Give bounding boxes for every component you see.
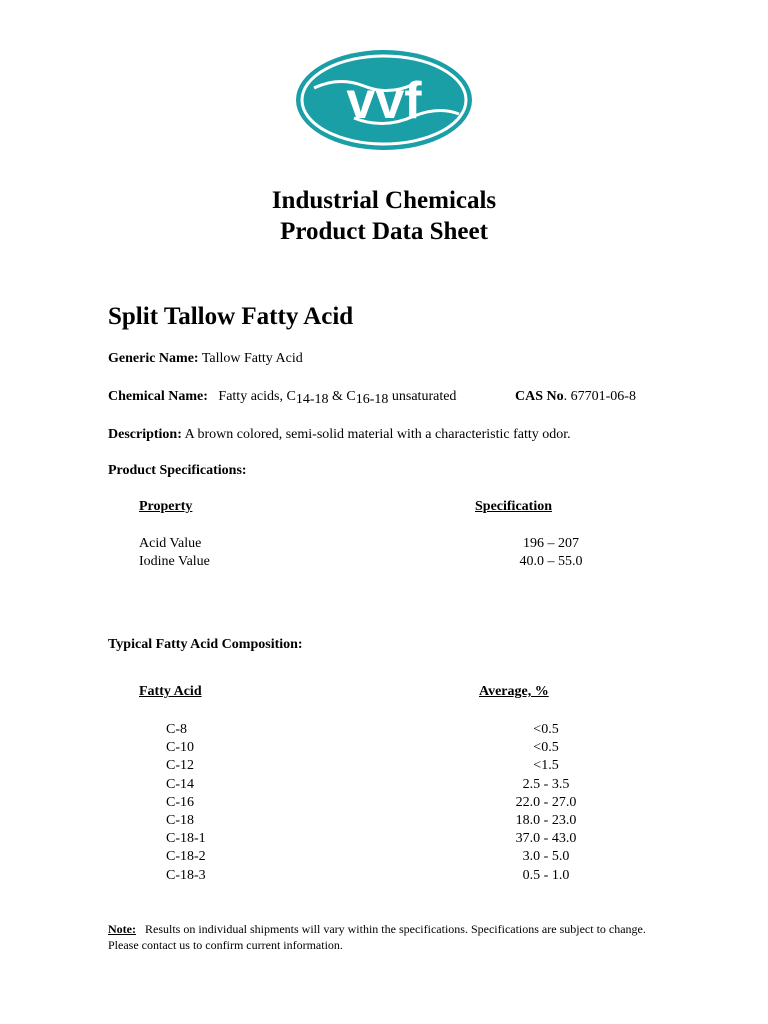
table-row	[166, 739, 616, 757]
chemical-name-amp: & C	[328, 389, 356, 404]
table-row	[166, 794, 616, 812]
composition-col-average: Average, %	[479, 684, 549, 699]
chemical-name-prefix: Fatty acids, C	[218, 389, 296, 404]
chemical-name-label: Chemical Name:	[108, 389, 208, 404]
note	[108, 921, 648, 953]
composition-col-acid: Fatty Acid	[139, 684, 202, 699]
fatty-acid: C-18-2	[166, 849, 206, 865]
fatty-acid-average: 3.0 - 5.0	[522, 849, 570, 865]
fatty-acid-average: 22.0 - 27.0	[515, 794, 577, 810]
table-row	[166, 812, 616, 830]
table-row	[139, 553, 621, 571]
cas-label: CAS No	[515, 389, 564, 404]
chemical-name-suffix: unsaturated	[388, 389, 457, 404]
generic-name-row	[108, 350, 303, 368]
specs-section-label: Product Specifications:	[108, 463, 247, 478]
generic-name-value: Tallow Fatty Acid	[201, 351, 303, 366]
generic-name-label: Generic Name:	[108, 351, 199, 366]
cas-value: . 67701-06-8	[563, 389, 636, 404]
spec-value: 40.0 – 55.0	[519, 554, 583, 570]
header-line-1: Industrial Chemicals	[271, 187, 497, 214]
spec-property: Iodine Value	[139, 554, 210, 570]
fatty-acid-average: 0.5 - 1.0	[522, 867, 570, 883]
note-label: Note:	[108, 922, 136, 936]
header-line-2: Product Data Sheet	[280, 218, 488, 245]
table-row	[166, 776, 616, 794]
table-row	[166, 867, 616, 885]
note-text: Results on individual shipments will vary within the specifications. Specifications are subject to change. Please contact us to confirm current information.	[108, 922, 646, 952]
fatty-acid: C-8	[166, 722, 187, 737]
specs-col-property: Property	[139, 499, 193, 514]
chemical-name-row	[108, 388, 456, 409]
fatty-acid-average: 37.0 - 43.0	[515, 831, 577, 847]
table-row	[166, 757, 616, 775]
table-row	[166, 848, 616, 866]
fatty-acid: C-14	[166, 776, 194, 792]
description-row	[108, 426, 571, 444]
logo-text: vvf	[346, 72, 422, 130]
fatty-acid: C-18	[166, 813, 194, 829]
fatty-acid-average: <0.5	[533, 722, 559, 737]
fatty-acid-average: <0.5	[533, 740, 559, 756]
fatty-acid: C-18-3	[166, 867, 206, 883]
specs-table	[139, 535, 621, 571]
composition-table	[166, 721, 616, 885]
specs-col-specification: Specification	[475, 499, 552, 514]
table-row	[166, 830, 616, 848]
fatty-acid: C-12	[166, 758, 194, 774]
composition-section-label: Typical Fatty Acid Composition:	[108, 637, 303, 652]
table-row	[166, 721, 616, 739]
table-row	[139, 535, 621, 553]
fatty-acid-average: <1.5	[533, 758, 559, 774]
vvf-logo	[294, 48, 474, 152]
product-title: Split Tallow Fatty Acid	[108, 303, 354, 330]
spec-property: Acid Value	[139, 536, 202, 551]
spec-value: 196 – 207	[523, 536, 579, 551]
fatty-acid: C-16	[166, 794, 194, 810]
fatty-acid: C-18-1	[166, 831, 206, 847]
fatty-acid-average: 18.0 - 23.0	[515, 813, 577, 829]
description-value: A brown colored, semi-solid material with a characteristic fatty odor.	[184, 427, 571, 442]
chemical-name-sub1: 14-18	[295, 392, 329, 407]
fatty-acid: C-10	[166, 740, 194, 756]
vvf-logo-graphic	[294, 48, 474, 152]
cas-row	[515, 388, 636, 406]
description-label: Description:	[108, 427, 182, 442]
fatty-acid-average: 2.5 - 3.5	[522, 776, 570, 792]
chemical-name-sub2: 16-18	[355, 392, 389, 407]
